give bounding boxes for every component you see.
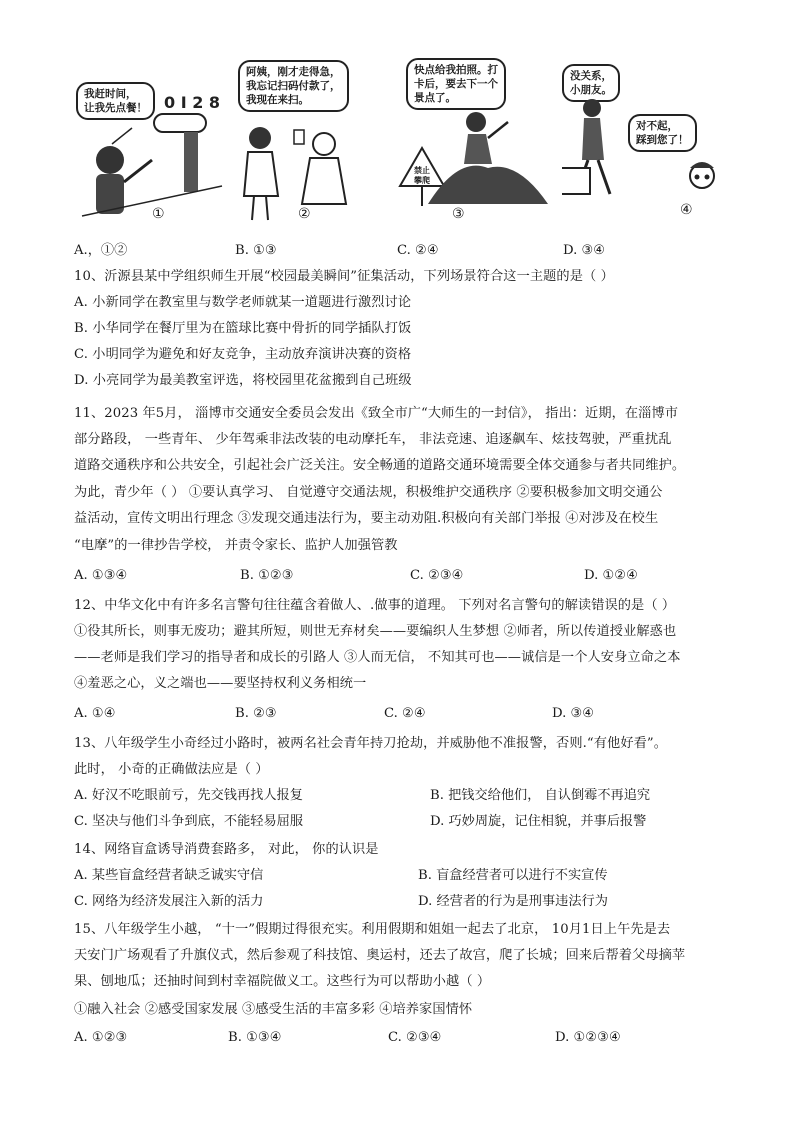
q9-option-d[interactable]: D. ③④ (563, 243, 606, 258)
speech-line: 让我先点餐！ (84, 102, 147, 114)
q14-option-d[interactable]: D. 经营者的行为是刑事违法行为 (418, 894, 608, 909)
q11-option-b[interactable]: B. ①②③ (240, 568, 294, 583)
q14-option-a[interactable]: A. 某些盲盒经营者缺乏诚实守信 (74, 868, 264, 883)
q10-option-d[interactable]: D. 小亮同学为最美教室评选，将校园里花盆搬到自己班级 (74, 373, 412, 388)
comic-panel-1 (72, 56, 232, 232)
panel-number: ③ (452, 206, 465, 222)
speech-line: 我赶时间， (84, 88, 137, 100)
q11-text-line: 11、2023 年5月， 淄博市交通安全委员会发出《致全市广“大师生的一封信》， 指出：近期，在淄博市 (74, 406, 679, 421)
q15-text-line: 果、刨地瓜；还抽时间到村幸福院做义工。这些行为可以帮助小越（ ） (74, 974, 491, 989)
q9-option-b[interactable]: B. ①③ (235, 243, 277, 258)
q12-option-c[interactable]: C. ②④ (384, 706, 426, 721)
q10-stem: 10、沂源县某中学组织师生开展“校园最美瞬间”征集活动，下列场景符合这一主题的是（ ） (74, 269, 614, 284)
q14-stem: 14、网络盲盒诱导消费套路多， 对此， 你的认识是 (74, 842, 379, 857)
panel-number: ② (298, 206, 311, 222)
sign-line: 攀爬 (414, 176, 430, 185)
q14-option-c[interactable]: C. 网络为经济发展注入新的活力 (74, 894, 264, 909)
q13-option-d[interactable]: D. 巧妙周旋，记住相貌，并事后报警 (430, 814, 647, 829)
q11-option-c[interactable]: C. ②③④ (410, 568, 464, 583)
panel-number: ① (152, 206, 165, 222)
q11-text-line: 道路交通秩序和公共安全，引起社会广泛关注。安全畅通的道路交通环境需要全体交通参与者共同维护。 (74, 458, 686, 473)
panel-number: ④ (680, 202, 693, 218)
q15-option-a[interactable]: A. ①②③ (74, 1030, 128, 1045)
q15-option-d[interactable]: D. ①②③④ (555, 1030, 621, 1045)
q13-text-line: 此时， 小奇的正确做法应是（ ） (74, 762, 269, 777)
q10-option-a[interactable]: A. 小新同学在教室里与数学老师就某一道题进行激烈讨论 (74, 295, 412, 310)
speech-line: 快点给我拍照。打 (414, 64, 498, 76)
q12-text-line: ④羞恶之心，义之端也——要坚持权利义务相统一 (74, 676, 367, 691)
q10-option-c[interactable]: C. 小明同学为避免和好友竞争，主动放弃演讲决赛的资格 (74, 347, 412, 362)
q9-option-c[interactable]: C. ②④ (397, 243, 439, 258)
q13-text-line: 13、八年级学生小奇经过小路时，被两名社会青年持刀抢劫，并威胁他不准报警，否则.“有他好看”。 (74, 736, 668, 751)
q15-text-line: 15、八年级学生小越， “十一”假期过得很充实。利用假期和姐姐一起去了北京， 10月1日上午先是去 (74, 922, 671, 937)
q11-option-d[interactable]: D. ①②④ (584, 568, 638, 583)
q15-option-b[interactable]: B. ①③④ (228, 1030, 282, 1045)
speech-line: 我现在来扫。 (246, 94, 309, 106)
q11-text-line: 为此，青少年（ ） ①要认真学习、 自觉遵守交通法规，积极维护交通秩序 ②要积极参加文明交通公 (74, 485, 663, 500)
speech-line: 我忘记扫码付款了， (246, 80, 341, 92)
svg-text:0 I 2 8: 0 I 2 8 (164, 93, 221, 112)
q13-option-b[interactable]: B. 把钱交给他们， 自认倒霉不再追究 (430, 788, 651, 803)
q11-text-line: 益活动，宣传文明出行理念 ③发现交通违法行为，要主动劝阻.积极向有关部门举报 ④对涉及在校生 (74, 511, 659, 526)
panel-4-drawing-icon (562, 56, 732, 232)
q15-option-c[interactable]: C. ②③④ (388, 1030, 442, 1045)
comic-panel-3 (398, 56, 558, 232)
comic-panel-4 (562, 56, 732, 232)
q13-option-c[interactable]: C. 坚决与他们斗争到底，不能轻易屈服 (74, 814, 304, 829)
q11-option-a[interactable]: A. ①③④ (74, 568, 128, 583)
q11-text-line: 部分路段， 一些青年、 少年驾乘非法改装的电动摩托车， 非法竞速、追逐飙车、炫技驾驶，严重扰乱 (74, 432, 672, 447)
q14-option-b[interactable]: B. 盲盒经营者可以进行不实宣传 (418, 868, 608, 883)
q10-option-b[interactable]: B. 小华同学在餐厅里为在篮球比赛中骨折的同学插队打饭 (74, 321, 412, 336)
speech-line: 阿姨，刚才走得急， (246, 66, 341, 78)
speech-line: 卡后，要去下一个 (414, 78, 498, 90)
sign-line: 禁止 (414, 166, 430, 175)
speech-line: 小朋友。 (570, 84, 612, 96)
speech-line: 踩到您了！ (636, 134, 689, 146)
q11-text-line: “电摩”的一律抄告学校， 并责令家长、监护人加强管教 (74, 538, 398, 553)
q12-text-line: ①役其所长，则事无废功；避其所短，则世无弃材矣——要编织人生梦想 ②师者，所以传道授业解惑也 (74, 624, 677, 639)
q12-text-line: 12、中华文化中有许多名言警句往往蕴含着做人、.做事的道理。 下列对名言警句的解读错误的是（ ） (74, 598, 676, 613)
q15-text-line: ①融入社会 ②感受国家发展 ③感受生活的丰富多彩 ④培养家国情怀 (74, 1002, 473, 1017)
no-climbing-sign (408, 166, 436, 186)
q12-option-a[interactable]: A. ①④ (74, 706, 116, 721)
q12-text-line: ——老师是我们学习的指导者和成长的引路人 ③人而无信， 不知其可也——诚信是一个人安身立命之本 (74, 650, 681, 665)
panel-2-drawing-icon (238, 56, 388, 232)
q12-option-d[interactable]: D. ③④ (552, 706, 595, 721)
comic-panel-2 (238, 56, 388, 232)
speech-line: 景点了。 (414, 92, 456, 104)
panel-3-drawing-icon (398, 56, 558, 232)
q12-option-b[interactable]: B. ②③ (235, 706, 277, 721)
speech-line: 对不起， (636, 120, 678, 132)
q9-option-a[interactable]: A.，①② (74, 243, 128, 258)
comic-strip (72, 56, 732, 232)
q13-option-a[interactable]: A. 好汉不吃眼前亏，先交钱再找人报复 (74, 788, 303, 803)
q15-text-line: 天安门广场观看了升旗仪式，然后参观了科技馆、奥运村，还去了故宫，爬了长城；回来后帮着父母摘苹 (74, 948, 686, 963)
speech-line: 没关系， (570, 70, 612, 82)
